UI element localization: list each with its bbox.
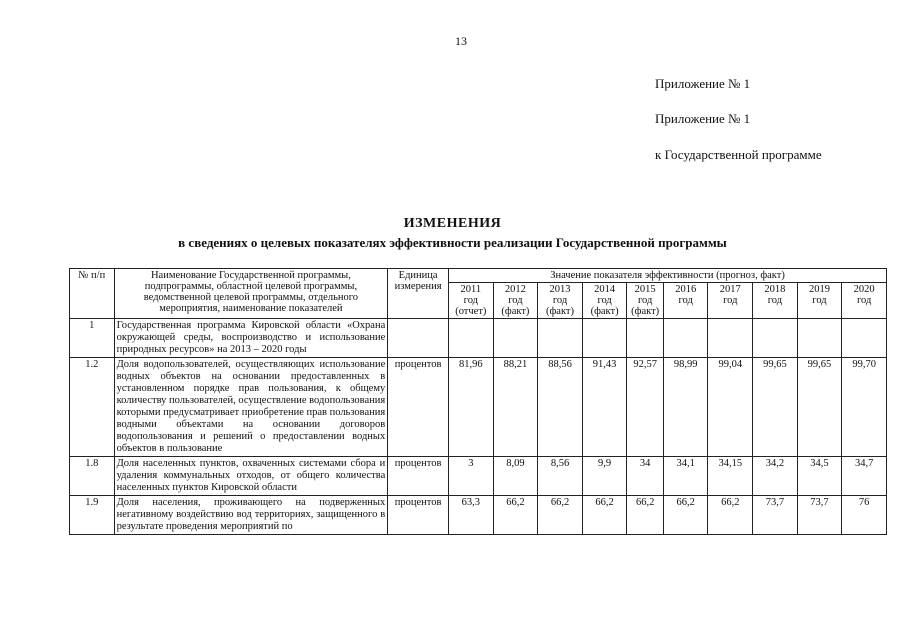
header-year-year: 2014 [594,284,616,295]
row-indicator-name: Доля водопользователей, осуществляющих использование водных объектов на основании предоставленных в установленном порядке прав пользования, к общему количеству пользователей, осуществление водопользования которыми предусматривает приобретение прав пользования водными объектами на основании договоров водопользования и решений о предоставлении водных объектов в пользование [114,358,388,457]
row-indicator-name: Доля населенных пунктов, охваченных системами сбора и удаления коммунальных отходов, от общего количества населенных пунктов Кировской области [114,457,388,496]
row-value: 63,3 [449,496,494,535]
header-year-2014 [582,283,627,319]
row-value [449,319,494,358]
header-year-year: 2011 [460,284,482,295]
row-value [627,319,663,358]
row-value [753,319,798,358]
row-value: 92,57 [627,358,663,457]
header-year-word: год [552,295,568,306]
indicators-table [69,268,887,535]
row-number: 1.2 [70,358,115,457]
row-value: 99,04 [708,358,753,457]
row-value [493,319,538,358]
header-year-year: 2019 [808,284,830,295]
row-value: 98,99 [663,358,708,457]
header-year-word: год [637,295,653,306]
row-value: 66,2 [493,496,538,535]
header-year-note: (факт) [546,306,575,317]
header-year-year: 2012 [504,284,526,295]
table-row [70,358,887,457]
row-value: 34,2 [753,457,798,496]
row-unit [388,319,449,358]
appendix-line-3: к Государственной программе [655,147,822,162]
row-value: 8,56 [538,457,583,496]
row-value: 34,15 [708,457,753,496]
header-year-word: год [812,295,827,306]
row-value [797,319,842,358]
header-year-word: год [856,295,872,306]
header-year-note: (отчет) [455,306,487,317]
header-year-note: (факт) [501,306,530,317]
row-value: 91,43 [582,358,627,457]
row-value: 34,5 [797,457,842,496]
header-year-2012 [493,283,538,319]
row-indicator-name: Государственная программа Кировской области «Охрана окружающей среды, воспроизводство и использование природных ресурсов» на 2013 – 2020 годы [114,319,388,358]
appendix-line-2: Приложение № 1 [655,111,751,126]
header-name: Наименование Государственной программы, подпрограммы, областной целевой программы, ведомственной целевой программы, отдельного мероприятия, наименование показателей [114,269,388,319]
header-year-2019 [797,283,842,319]
row-value: 8,09 [493,457,538,496]
header-year-2016 [663,283,708,319]
row-unit: процентов [388,358,449,457]
header-year-2017 [708,283,753,319]
row-value: 34,7 [842,457,887,496]
row-value: 88,21 [493,358,538,457]
document-subtitle: в сведениях о целевых показателях эффективности реализации Государственной программы [178,235,727,250]
header-year-year: 2020 [853,284,875,295]
row-value: 34 [627,457,663,496]
row-indicator-name: Доля населения, проживающего на подверженных негативному воздействию вод территориях, защищенного в результате проведения мероприятий по [114,496,388,535]
row-value: 66,2 [708,496,753,535]
header-year-year: 2016 [675,284,697,295]
row-value: 73,7 [797,496,842,535]
header-year-2011 [449,283,494,319]
row-number: 1.9 [70,496,115,535]
header-year-year: 2013 [549,284,571,295]
page-number: 13 [455,34,467,48]
row-unit: процентов [388,457,449,496]
header-year-word: год [723,295,738,306]
row-value: 66,2 [627,496,663,535]
row-value [582,319,627,358]
appendix-line-1: Приложение № 1 [655,76,751,91]
header-year-2020 [842,283,887,319]
row-value: 99,65 [753,358,798,457]
header-year-word: год [767,295,783,306]
header-no: № п/п [70,269,115,319]
row-value: 99,65 [797,358,842,457]
row-value [538,319,583,358]
row-value: 66,2 [663,496,708,535]
table-row [70,457,887,496]
header-unit: Единица измерения [388,269,449,319]
header-row-1 [70,269,887,283]
row-value: 9,9 [582,457,627,496]
header-year-note: (факт) [631,306,660,317]
document-title: ИЗМЕНЕНИЯ [403,216,502,231]
row-value [708,319,753,358]
row-value: 81,96 [449,358,494,457]
header-year-year: 2017 [719,284,741,295]
row-unit: процентов [388,496,449,535]
header-year-2018 [753,283,798,319]
table-row [70,496,887,535]
row-value: 66,2 [538,496,583,535]
row-value [663,319,708,358]
row-number: 1.8 [70,457,115,496]
header-year-word: год [597,295,612,306]
header-year-year: 2015 [634,284,656,295]
row-value: 99,70 [842,358,887,457]
header-year-year: 2018 [764,284,786,295]
row-value: 3 [449,457,494,496]
header-year-word: год [678,295,693,306]
header-values-group: Значение показателя эффективности (прогноз, факт) [449,269,887,283]
table-row [70,319,887,358]
row-value: 73,7 [753,496,798,535]
row-value: 66,2 [582,496,627,535]
header-year-2015 [627,283,663,319]
row-value: 88,56 [538,358,583,457]
header-year-2013 [538,283,583,319]
row-value: 76 [842,496,887,535]
header-year-word: год [508,295,523,306]
row-value [842,319,887,358]
header-year-word: год [463,295,478,306]
header-year-note: (факт) [590,306,619,317]
row-number: 1 [70,319,115,358]
row-value: 34,1 [663,457,708,496]
